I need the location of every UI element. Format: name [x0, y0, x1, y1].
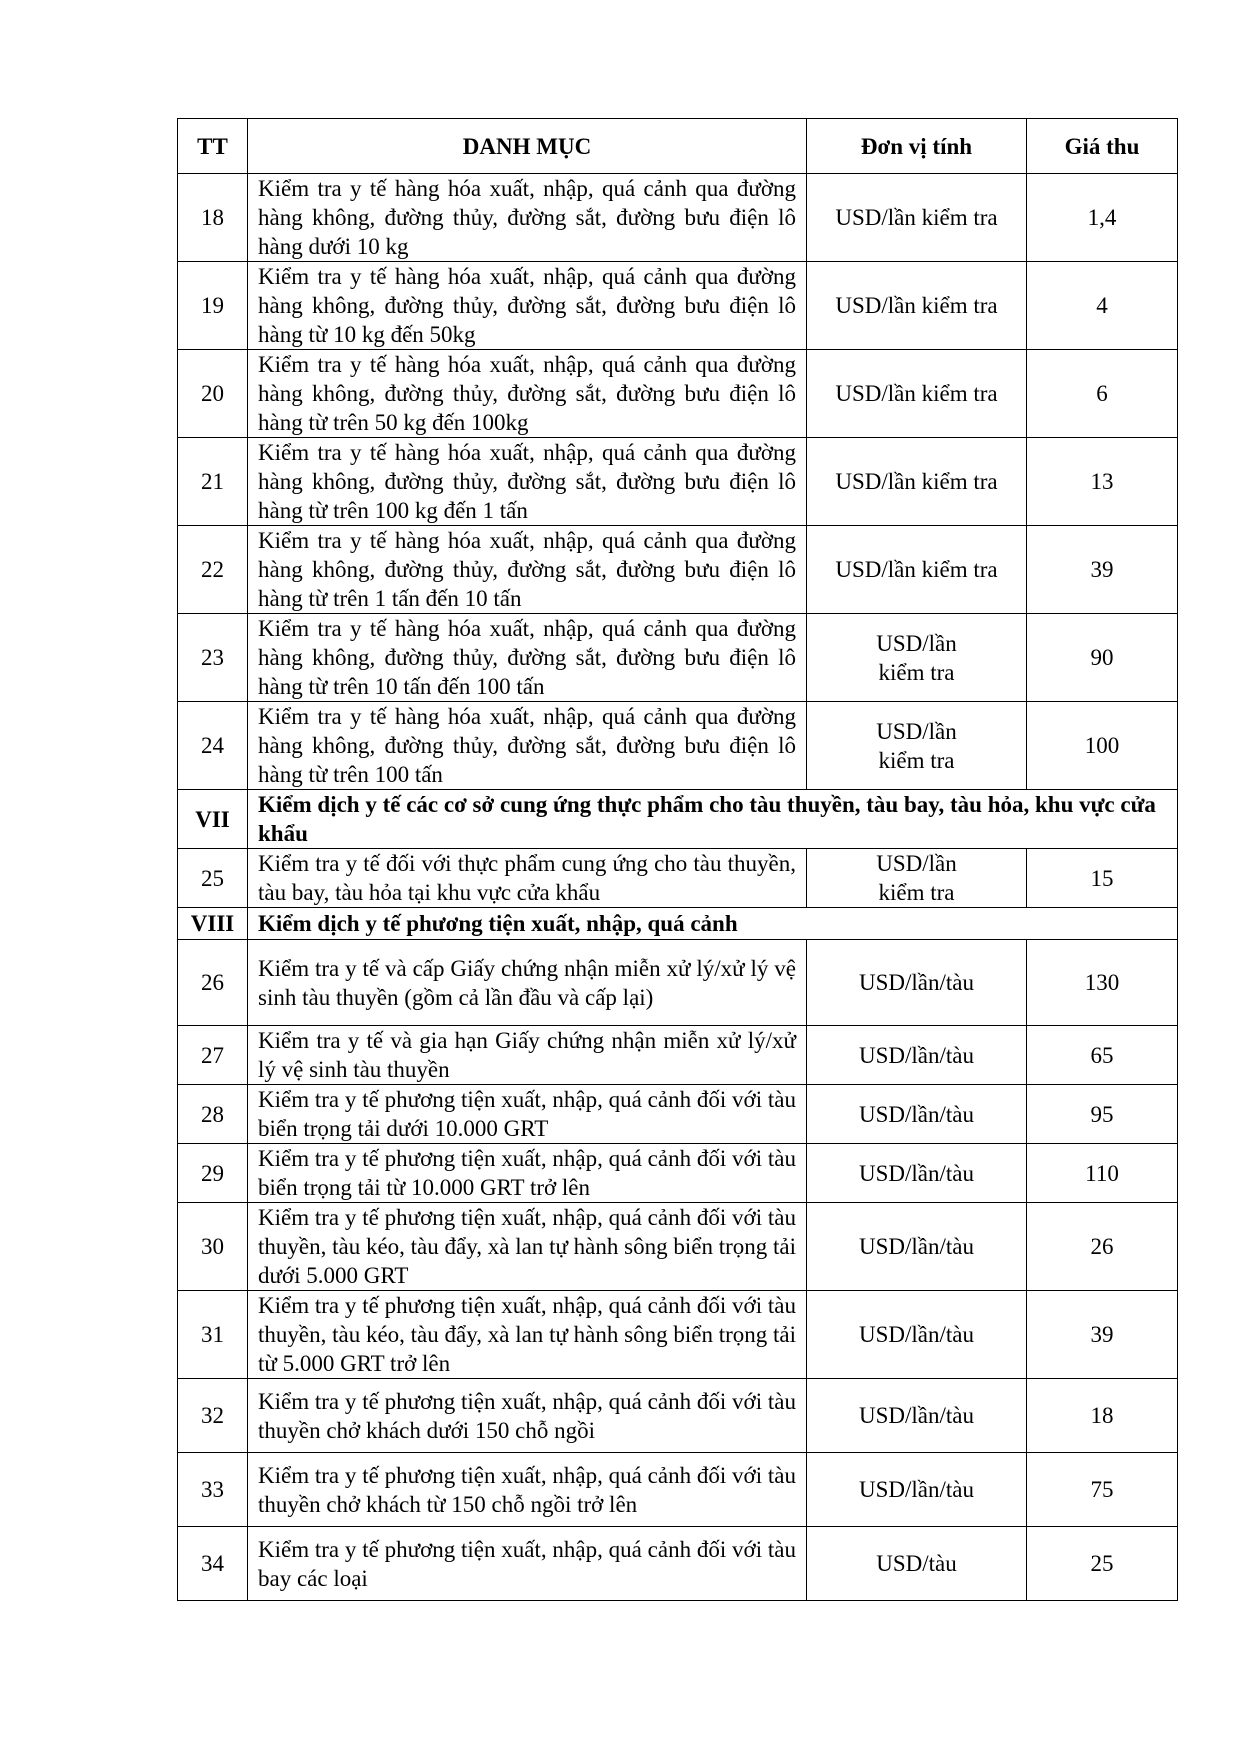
row-price: 110: [1027, 1144, 1178, 1203]
table-row: [178, 526, 1178, 614]
table-row: [178, 1379, 1178, 1453]
row-number: 25: [178, 849, 248, 908]
row-description: Kiểm tra y tế phương tiện xuất, nhập, quá cảnh đối với tàu thuyền chở khách từ 150 chỗ ngồi trở lên: [248, 1453, 807, 1527]
row-description: Kiểm tra y tế hàng hóa xuất, nhập, quá cảnh qua đường hàng không, đường thủy, đường sắt, đường bưu điện lô hàng từ trên 10 tấn đến 100 tấn: [248, 614, 807, 702]
row-description: Kiểm tra y tế phương tiện xuất, nhập, quá cảnh đối với tàu bay các loại: [248, 1527, 807, 1601]
row-number: 23: [178, 614, 248, 702]
header-tt: TT: [178, 119, 248, 174]
table-header-row: [178, 119, 1178, 174]
table-row: [178, 1453, 1178, 1527]
header-don-vi-tinh: Đơn vị tính: [807, 119, 1027, 174]
row-number: 21: [178, 438, 248, 526]
row-number: 20: [178, 350, 248, 438]
section-number: VIII: [178, 908, 248, 940]
row-description: Kiểm tra y tế hàng hóa xuất, nhập, quá cảnh qua đường hàng không, đường thủy, đường sắt, đường bưu điện lô hàng từ trên 100 kg đến 1 tấn: [248, 438, 807, 526]
row-number: 34: [178, 1527, 248, 1601]
row-number: 28: [178, 1085, 248, 1144]
header-gia-thu: Giá thu: [1027, 119, 1178, 174]
section-title: Kiểm dịch y tế phương tiện xuất, nhập, quá cảnh: [248, 908, 1178, 940]
row-unit: USD/lần/tàu: [807, 1144, 1027, 1203]
row-price: 130: [1027, 940, 1178, 1026]
row-unit: USD/lần kiểm tra: [807, 262, 1027, 350]
row-unit: USD/lần kiểm tra: [807, 849, 1027, 908]
table-row: [178, 702, 1178, 790]
table-row: [178, 940, 1178, 1026]
fee-table: [177, 118, 1178, 1601]
row-description: Kiểm tra y tế phương tiện xuất, nhập, quá cảnh đối với tàu biển trọng tải dưới 10.000 GRT: [248, 1085, 807, 1144]
row-description: Kiểm tra y tế hàng hóa xuất, nhập, quá cảnh qua đường hàng không, đường thủy, đường sắt, đường bưu điện lô hàng từ 10 kg đến 50kg: [248, 262, 807, 350]
row-unit: USD/lần/tàu: [807, 940, 1027, 1026]
row-description: Kiểm tra y tế và cấp Giấy chứng nhận miễn xử lý/xử lý vệ sinh tàu thuyền (gồm cả lần đầu và cấp lại): [248, 940, 807, 1026]
row-price: 75: [1027, 1453, 1178, 1527]
row-unit: USD/tàu: [807, 1527, 1027, 1601]
table-row: [178, 1026, 1178, 1085]
row-unit: USD/lần/tàu: [807, 1203, 1027, 1291]
row-number: 24: [178, 702, 248, 790]
row-unit: USD/lần kiểm tra: [807, 438, 1027, 526]
row-number: 29: [178, 1144, 248, 1203]
row-unit: USD/lần/tàu: [807, 1291, 1027, 1379]
row-price: 6: [1027, 350, 1178, 438]
section-number: VII: [178, 790, 248, 849]
row-number: 19: [178, 262, 248, 350]
table-row: [178, 438, 1178, 526]
row-unit: USD/lần kiểm tra: [807, 350, 1027, 438]
row-number: 32: [178, 1379, 248, 1453]
row-number: 26: [178, 940, 248, 1026]
row-price: 39: [1027, 526, 1178, 614]
table-row: [178, 849, 1178, 908]
section-row: [178, 790, 1178, 849]
row-description: Kiểm tra y tế phương tiện xuất, nhập, quá cảnh đối với tàu thuyền, tàu kéo, tàu đẩy, xà lan tự hành sông biển trọng tải dưới 5.000 GRT: [248, 1203, 807, 1291]
row-number: 22: [178, 526, 248, 614]
table-row: [178, 350, 1178, 438]
row-unit: USD/lần kiểm tra: [807, 174, 1027, 262]
row-unit: USD/lần kiểm tra: [807, 702, 1027, 790]
row-price: 26: [1027, 1203, 1178, 1291]
row-price: 65: [1027, 1026, 1178, 1085]
row-description: Kiểm tra y tế hàng hóa xuất, nhập, quá cảnh qua đường hàng không, đường thủy, đường sắt, đường bưu điện lô hàng từ trên 1 tấn đến 10 tấn: [248, 526, 807, 614]
row-price: 100: [1027, 702, 1178, 790]
row-description: Kiểm tra y tế đối với thực phẩm cung ứng cho tàu thuyền, tàu bay, tàu hỏa tại khu vực cửa khẩu: [248, 849, 807, 908]
row-number: 30: [178, 1203, 248, 1291]
row-price: 15: [1027, 849, 1178, 908]
row-description: Kiểm tra y tế phương tiện xuất, nhập, quá cảnh đối với tàu thuyền, tàu kéo, tàu đẩy, xà lan tự hành sông biển trọng tải từ 5.000 GRT trở lên: [248, 1291, 807, 1379]
table-row: [178, 1527, 1178, 1601]
row-description: Kiểm tra y tế và gia hạn Giấy chứng nhận miễn xử lý/xử lý vệ sinh tàu thuyền: [248, 1026, 807, 1085]
row-unit: USD/lần/tàu: [807, 1085, 1027, 1144]
row-description: Kiểm tra y tế phương tiện xuất, nhập, quá cảnh đối với tàu thuyền chở khách dưới 150 chỗ ngồi: [248, 1379, 807, 1453]
row-number: 31: [178, 1291, 248, 1379]
row-description: Kiểm tra y tế hàng hóa xuất, nhập, quá cảnh qua đường hàng không, đường thủy, đường sắt, đường bưu điện lô hàng dưới 10 kg: [248, 174, 807, 262]
row-description: Kiểm tra y tế hàng hóa xuất, nhập, quá cảnh qua đường hàng không, đường thủy, đường sắt, đường bưu điện lô hàng từ trên 50 kg đến 100kg: [248, 350, 807, 438]
row-description: Kiểm tra y tế hàng hóa xuất, nhập, quá cảnh qua đường hàng không, đường thủy, đường sắt, đường bưu điện lô hàng từ trên 100 tấn: [248, 702, 807, 790]
row-price: 1,4: [1027, 174, 1178, 262]
table-row: [178, 174, 1178, 262]
section-title: Kiểm dịch y tế các cơ sở cung ứng thực phẩm cho tàu thuyền, tàu bay, tàu hỏa, khu vực cửa khẩu: [248, 790, 1178, 849]
header-danh-muc: DANH MỤC: [248, 119, 807, 174]
table-row: [178, 614, 1178, 702]
row-price: 25: [1027, 1527, 1178, 1601]
row-number: 18: [178, 174, 248, 262]
section-row: [178, 908, 1178, 940]
table-row: [178, 1203, 1178, 1291]
row-price: 4: [1027, 262, 1178, 350]
row-price: 13: [1027, 438, 1178, 526]
row-unit: USD/lần kiểm tra: [807, 614, 1027, 702]
row-number: 27: [178, 1026, 248, 1085]
row-unit: USD/lần/tàu: [807, 1026, 1027, 1085]
row-price: 95: [1027, 1085, 1178, 1144]
table-row: [178, 1085, 1178, 1144]
table-body: [178, 174, 1178, 1601]
row-number: 33: [178, 1453, 248, 1527]
row-price: 39: [1027, 1291, 1178, 1379]
row-unit: USD/lần kiểm tra: [807, 526, 1027, 614]
table-row: [178, 262, 1178, 350]
row-price: 90: [1027, 614, 1178, 702]
table-row: [178, 1144, 1178, 1203]
table-row: [178, 1291, 1178, 1379]
row-price: 18: [1027, 1379, 1178, 1453]
row-description: Kiểm tra y tế phương tiện xuất, nhập, quá cảnh đối với tàu biển trọng tải từ 10.000 GRT trở lên: [248, 1144, 807, 1203]
row-unit: USD/lần/tàu: [807, 1453, 1027, 1527]
row-unit: USD/lần/tàu: [807, 1379, 1027, 1453]
